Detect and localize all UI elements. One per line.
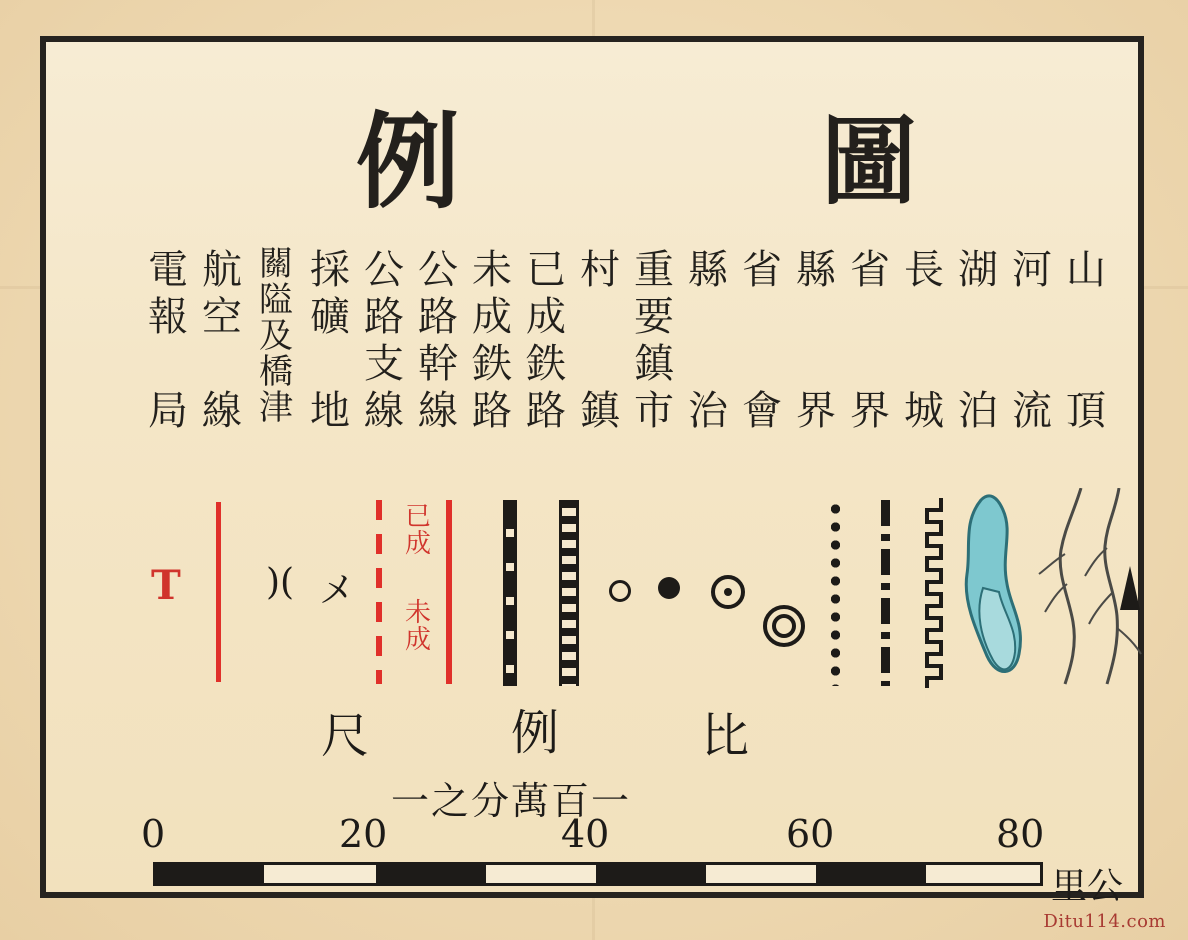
- label-char: 湖: [958, 247, 998, 293]
- scale-heading-li: 例: [511, 705, 560, 761]
- provincial-capital-symbol: [763, 605, 805, 647]
- legend-label-important-town: [627, 247, 681, 435]
- provincial-boundary-symbol: [881, 500, 890, 686]
- label-char: 要: [634, 294, 674, 340]
- label-char: 治: [688, 388, 728, 434]
- annotation-char: 已: [404, 502, 431, 532]
- scale-bar: [153, 862, 1043, 886]
- telegraph-symbol: T: [151, 562, 181, 609]
- legend-label-grid: [141, 244, 1141, 447]
- label-char: 村: [580, 247, 620, 293]
- source-watermark: Ditu114.com: [1043, 911, 1166, 932]
- legend-label-lake: [951, 247, 1005, 435]
- label-char: 幹: [418, 341, 458, 387]
- legend-label-river: [1005, 247, 1059, 435]
- scale-tick-60: 60: [786, 812, 835, 856]
- label-char: 縣: [796, 247, 836, 293]
- ferry-symbol: メ: [319, 570, 356, 611]
- label-char: 省: [742, 247, 782, 293]
- scale-tick-40: 40: [561, 812, 610, 856]
- label-char: 重: [634, 247, 674, 293]
- label-char: 公: [418, 247, 458, 293]
- legend-symbol-row: [141, 482, 1151, 692]
- label-char: 礦: [310, 294, 350, 340]
- label-char: 鉄: [472, 341, 512, 387]
- label-char: 鎮: [634, 341, 674, 387]
- legend-label-mining-site: [303, 247, 357, 435]
- air-route-symbol: [216, 502, 221, 682]
- pass-symbol: )(: [266, 562, 295, 603]
- legend-label-highway-branch: [357, 247, 411, 435]
- label-char: 鉄: [526, 341, 566, 387]
- scale-ratio-text: 一之分萬百一: [391, 779, 632, 823]
- label-char: 局: [148, 388, 188, 434]
- label-char: 會: [742, 388, 782, 434]
- label-char: 路: [472, 388, 512, 434]
- label-char: 已: [526, 247, 566, 293]
- legend-label-railway-built: [519, 247, 573, 435]
- legend-label-telegraph-office: [141, 247, 195, 435]
- label-char: 線: [202, 388, 242, 434]
- label-char: 公: [364, 247, 404, 293]
- scale-tick-80: 80: [996, 812, 1045, 856]
- legend-title-right: 圖: [821, 105, 917, 218]
- scale-tick-20: 20: [339, 812, 388, 856]
- label-char: 界: [850, 388, 890, 434]
- legend-title-left: 例: [356, 100, 461, 223]
- label-char: 隘: [259, 280, 293, 320]
- label-char: 河: [1012, 247, 1052, 293]
- label-char: 路: [364, 294, 404, 340]
- railway-unbuilt-symbol: [503, 500, 517, 686]
- legend-label-county-boundary: [789, 247, 843, 435]
- legend-label-highway-trunk: [411, 247, 465, 435]
- label-char: 線: [364, 388, 404, 434]
- label-char: 流: [1012, 388, 1052, 434]
- label-char: 報: [148, 294, 188, 340]
- label-char: 地: [310, 388, 350, 434]
- label-char: 頂: [1066, 388, 1106, 434]
- label-char: 未: [472, 247, 512, 293]
- railway-built-symbol: [559, 500, 579, 686]
- label-char: 橋: [259, 352, 293, 392]
- legend-label-village-town: [573, 247, 627, 435]
- label-char: 支: [364, 341, 404, 387]
- legend-label-provincial-capital: [735, 247, 789, 435]
- scale-unit-label: 里公: [1051, 866, 1124, 907]
- legend-label-great-wall: [897, 247, 951, 435]
- legend-label-mountain-peak: [1059, 247, 1113, 435]
- label-char: 鎮: [580, 388, 620, 434]
- mountain-peak-symbol: [1116, 564, 1146, 614]
- legend-label-pass-and-ferry: [249, 244, 303, 428]
- label-char: 泊: [958, 388, 998, 434]
- highway-branch-symbol: [376, 500, 382, 684]
- legend-frame: [40, 36, 1144, 907]
- road-unbuilt-annotation: [393, 600, 443, 655]
- highway-trunk-symbol: [446, 500, 452, 684]
- annotation-char: 成: [404, 625, 431, 656]
- label-char: 市: [634, 388, 674, 434]
- label-char: 津: [259, 388, 293, 428]
- scale-heading-bi: 比: [701, 708, 750, 764]
- county-seat-symbol: [711, 575, 745, 609]
- label-char: 成: [472, 294, 512, 340]
- label-char: 電: [148, 247, 188, 293]
- annotation-char: 成: [404, 529, 431, 560]
- label-char: 省: [850, 247, 890, 293]
- scale-heading-chi: 尺: [321, 708, 370, 764]
- label-char: 採: [310, 247, 350, 293]
- legend-label-provincial-boundary: [843, 247, 897, 435]
- label-char: 空: [202, 294, 242, 340]
- label-char: 城: [904, 388, 944, 434]
- label-char: 長: [904, 247, 944, 293]
- scale-tick-0: 0: [141, 812, 166, 856]
- county-boundary-symbol: [831, 500, 840, 686]
- label-char: 及: [259, 316, 293, 356]
- label-char: 成: [526, 294, 566, 340]
- label-char: 線: [418, 388, 458, 434]
- important-town-symbol: [658, 577, 680, 599]
- legend-label-air-route: [195, 247, 249, 435]
- legend-label-county-seat: [681, 247, 735, 435]
- label-char: 縣: [688, 247, 728, 293]
- label-char: 路: [418, 294, 458, 340]
- label-char: 路: [526, 388, 566, 434]
- legend-label-railway-unbuilt: [465, 247, 519, 435]
- label-char: 山: [1066, 247, 1106, 293]
- village-symbol: [609, 580, 631, 602]
- road-built-annotation: [393, 504, 443, 559]
- annotation-char: 未: [404, 598, 431, 628]
- label-char: 界: [796, 388, 836, 434]
- label-char: 關: [259, 244, 293, 284]
- label-char: 航: [202, 247, 242, 293]
